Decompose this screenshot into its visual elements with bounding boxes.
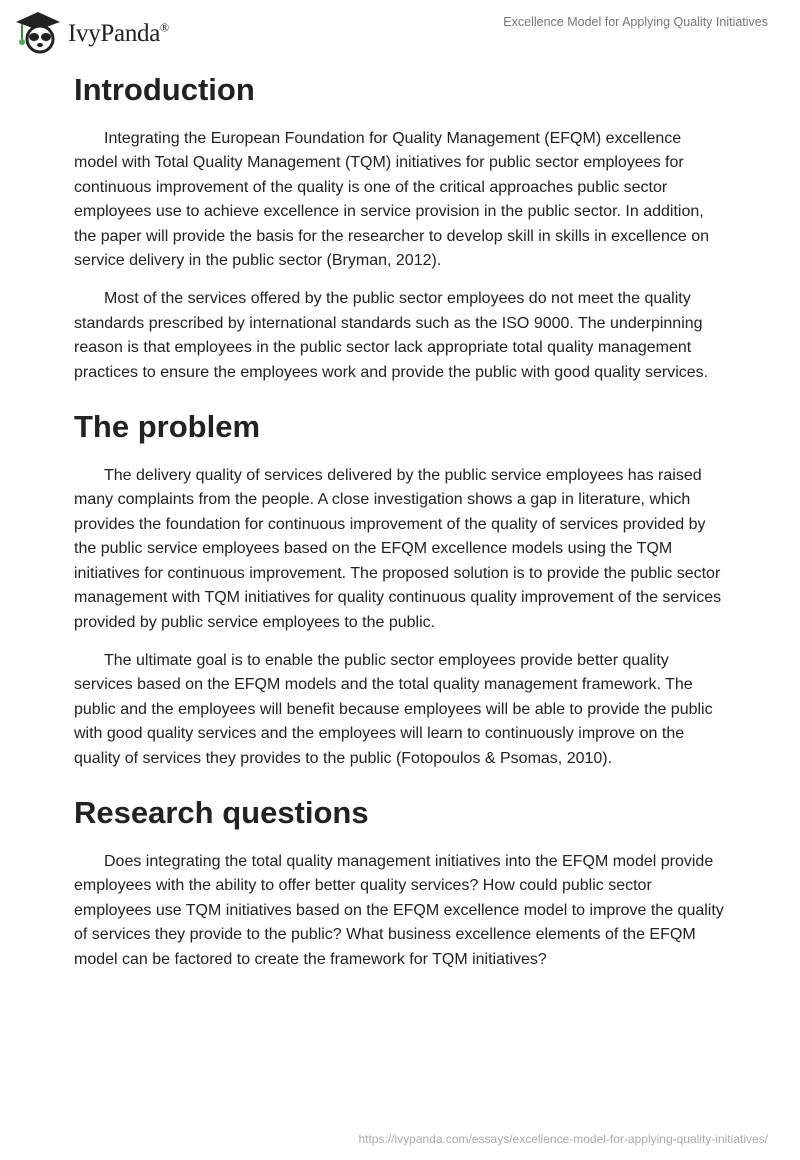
document-body (74, 70, 724, 994)
registered-mark: ® (160, 20, 169, 35)
paragraph: Most of the services offered by the public sector employees do not meet the quality standards prescribed by international standards such as the ISO 9000. The underpinning reason is that employees in the public sector lack appropriate total quality management practices to ensure the employees work and provide the public with good quality services. (74, 290, 709, 381)
paragraph: The ultimate goal is to enable the public sector employees provide better quality services based on the EFQM models and the total quality management framework. The public and the employees will benefit because employees will be able to provide the public with good quality services and the employees will learn to continuously improve on the quality of services they provides to the public (Fotopoulos & Psomas, 2010). (74, 651, 713, 767)
ivypanda-logo[interactable] (12, 8, 169, 59)
paragraph: Does integrating the total quality management initiatives into the EFQM model provide employees with the ability to offer better quality services? How could public sector employees use TQM initiatives based on the EFQM excellence model to improve the quality of services they provide to the public? What business excellence elements of the EFQM model can be factored to create the framework for TQM initiatives? (74, 852, 724, 968)
paragraph: Integrating the European Foundation for Quality Management (EFQM) excellence model with Total Quality Management (TQM) initiatives for public sector employees for continuous improvement of the quality is one of the critical approaches public sector employees use to achieve excellence in service provision in the public sector. In addition, the paper will provide the basis for the researcher to develop skill in skills in excellence on service delivery in the public sector (Bryman, 2012). (74, 130, 709, 270)
section-heading: Research questions (74, 794, 369, 830)
section-heading: Introduction (74, 72, 255, 107)
panda-graduate-icon (12, 8, 64, 59)
section-heading: The problem (74, 409, 261, 445)
logo-text: IvyPanda (68, 19, 161, 47)
section-the-problem (74, 407, 724, 771)
document-title: Excellence Model for Applying Quality Initiatives (503, 15, 768, 29)
source-url-link[interactable]: https://ivypanda.com/essays/excellence-model-for-applying-quality-initiatives/ (358, 1132, 768, 1146)
section-research-questions (74, 793, 724, 972)
paragraph: The delivery quality of services delivered by the public service employees has raised many complaints from the people. A close investigation shows a gap in literature, which provides the foundation for continuous improvement of the quality of services provided by the public service employees based on the EFQM excellence models using the TQM initiatives for continuous improvement. The proposed solution is to provide the public sector management with TQM initiatives for quality continuous quality improvement of the services provided by public service employees to the public. (74, 467, 722, 631)
section-introduction (74, 70, 724, 385)
